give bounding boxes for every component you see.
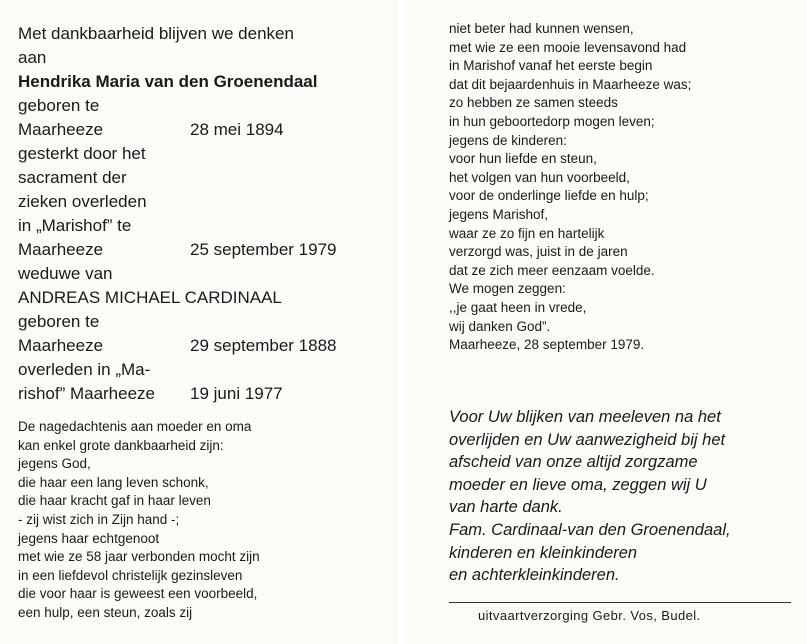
- died-date: 25 september 1979: [190, 240, 337, 259]
- died-place-line-1: in „Marishof” te: [18, 216, 132, 235]
- died-row: [18, 238, 337, 262]
- poem-line: met wie ze een mooie levensavond had: [449, 39, 687, 55]
- strengthened-line-1: gesterkt door het: [18, 144, 146, 163]
- poem-line: die voor haar is geweest een voorbeeld,: [18, 586, 258, 602]
- thanks-block: [449, 406, 731, 587]
- poem-line: jegens God,: [18, 456, 91, 472]
- footer-divider: [449, 602, 791, 603]
- poem-line: voor hun liefde en steun,: [449, 151, 597, 167]
- born-row: [18, 118, 284, 142]
- right-poem: [449, 20, 691, 355]
- poem-line: in een liefdevol christelijk gezinsleven: [18, 567, 243, 583]
- poem-line: dat dit bejaardenhuis in Maarheeze was;: [449, 76, 692, 92]
- strengthened-line-2: sacrament der: [18, 168, 127, 187]
- poem-line: kan enkel grote dankbaarheid zijn:: [18, 437, 224, 453]
- undertaker-credit: uitvaartverzorging Gebr. Vos, Budel.: [478, 608, 701, 623]
- poem-line: die haar kracht gaf in haar leven: [18, 493, 211, 509]
- family-signature-line-2: kinderen en kleinkinderen: [449, 543, 638, 562]
- deceased-name: Hendrika Maria van den Groenendaal: [18, 72, 318, 91]
- thanks-line: Voor Uw blijken van meeleven na het: [449, 408, 721, 426]
- poem-line: dat ze zich meer eenzaam voelde.: [449, 262, 655, 278]
- poem-line: jegens haar echtgenoot: [18, 530, 160, 546]
- poem-line: waar ze zo fijn en hartelijk: [449, 225, 605, 241]
- poem-line: met wie ze 58 jaar verbonden mocht zijn: [18, 549, 260, 565]
- husband-born-date: 29 september 1888: [190, 336, 337, 355]
- thanks-line: moeder en lieve oma, zeggen wij U: [449, 475, 707, 494]
- poem-line: wij danken God”.: [449, 318, 551, 334]
- born-place: Maarheeze: [18, 120, 104, 139]
- born-date: 28 mei 1894: [190, 120, 284, 139]
- poem-line: - zij wist zich in Zijn hand -;: [18, 511, 180, 527]
- husband-died-row: [18, 382, 283, 406]
- poem-date-line: Maarheeze, 28 september 1979.: [449, 337, 645, 353]
- poem-line: een hulp, een steun, zoals zij: [18, 604, 193, 620]
- thanks-line: overlijden en Uw aanwezigheid bij het: [449, 430, 726, 449]
- poem-line: het volgen van hun voorbeeld,: [449, 169, 630, 185]
- poem-line: We mogen zeggen:: [449, 281, 566, 297]
- poem-line: zo hebben ze samen steeds: [449, 95, 618, 111]
- poem-line: die haar een lang leven schonk,: [18, 474, 209, 490]
- poem-line: jegens de kinderen:: [449, 132, 567, 148]
- family-signature: Fam. Cardinaal-van den Groenendaal,: [449, 520, 731, 539]
- husband-died-date: 19 juni 1977: [190, 384, 283, 403]
- husband-died-place: rishof” Maarheeze: [18, 384, 156, 403]
- strengthened-line-3: zieken overleden: [18, 192, 147, 211]
- poem-line: De nagedachtenis aan moeder en oma: [18, 419, 252, 434]
- thanks-line: afscheid van onze altijd zorgzame: [449, 453, 698, 472]
- poem-line: voor de onderlinge liefde en hulp;: [449, 188, 649, 204]
- intro-line-2: aan: [18, 48, 47, 67]
- family-signature-line-3: en achterkleinkinderen.: [449, 566, 620, 585]
- born-label: geboren te: [18, 96, 100, 115]
- left-poem: [18, 418, 260, 623]
- thanks-line: van harte dank.: [449, 498, 563, 517]
- poem-line: jegens Marishof,: [449, 206, 549, 222]
- husband-died-line-1: overleden in „Ma-: [18, 360, 151, 379]
- husband-born-place: Maarheeze: [18, 336, 104, 355]
- husband-name: ANDREAS MICHAEL CARDINAAL: [18, 288, 282, 307]
- died-place: Maarheeze: [18, 240, 104, 259]
- poem-line: verzorgd was, juist in de jaren: [449, 244, 628, 260]
- husband-born-label: geboren te: [18, 312, 100, 331]
- widow-label: weduwe van: [18, 264, 113, 283]
- poem-line: in Marishof vanaf het eerste begin: [449, 58, 653, 74]
- poem-line: niet beter had kunnen wensen,: [449, 21, 634, 36]
- intro-line-1: Met dankbaarheid blijven we denken: [18, 24, 294, 43]
- poem-line: ,,je gaat heen in vrede,: [449, 299, 587, 315]
- poem-line: in hun geboortedorp mogen leven;: [449, 113, 655, 129]
- husband-born-row: [18, 334, 337, 358]
